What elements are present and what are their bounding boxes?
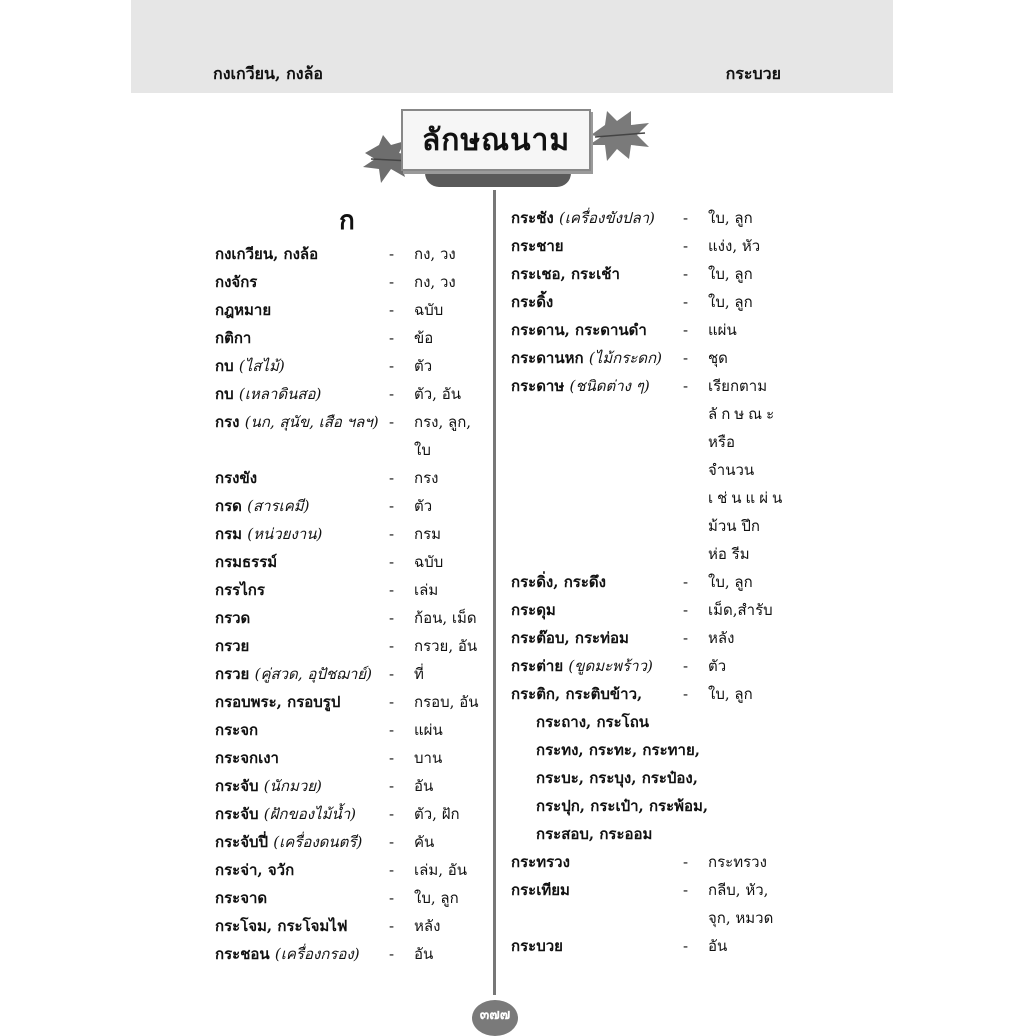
entry-classifier: ฉบับ xyxy=(414,553,444,571)
entry-row xyxy=(215,548,444,576)
page-number: ๓๗๗ xyxy=(472,1000,518,1036)
entry-dash: - xyxy=(389,525,395,543)
section-title-banner xyxy=(367,103,667,193)
entry-word: กระจ่า, จวัก xyxy=(215,861,295,879)
entry-dash: - xyxy=(389,637,395,655)
entry-note: (ไสไม้) xyxy=(238,357,285,375)
entry-word: กรง (นก, สุนัข, เสือ ฯลฯ) xyxy=(215,413,379,431)
entry-classifier: กรง xyxy=(414,469,439,487)
entry-row xyxy=(215,520,442,548)
entry-classifier: ตัว xyxy=(414,497,433,515)
entry-subwords: กระปุก, กระเป๋า, กระพ้อม, xyxy=(536,797,709,815)
entry-subwords: กระบะ, กระบุง, กระป๋อง, xyxy=(536,769,698,787)
entry-classifier: กรม xyxy=(414,525,442,543)
entry-dash: - xyxy=(389,721,395,739)
entry-dash: - xyxy=(683,293,689,311)
entry-row xyxy=(215,912,441,940)
entry-row xyxy=(215,688,479,716)
entry-classifier: เล่ม, อัน xyxy=(414,861,468,879)
entry-classifier-continued: จุก, หมวด xyxy=(708,909,774,927)
entry-dash: - xyxy=(389,245,395,263)
entry-classifier-continued: จำนวน xyxy=(708,461,755,479)
entry-row xyxy=(511,260,786,288)
entry-classifier: ใบ, ลูก xyxy=(708,293,753,311)
entry-row xyxy=(215,240,456,268)
entry-row xyxy=(215,380,461,408)
entry-word: กระจับ (นักมวย) xyxy=(215,777,322,795)
entry-word: กระจก xyxy=(215,721,259,739)
entry-dash: - xyxy=(389,497,395,515)
entry-classifier: คัน xyxy=(414,833,435,851)
entry-word: กงเกวียน, กงล้อ xyxy=(215,245,319,263)
entry-note: (ขูดมะพร้าว) xyxy=(568,657,653,675)
dictionary-page xyxy=(131,0,893,1024)
entry-classifier: เรียกตาม xyxy=(708,377,768,395)
entry-classifier-continued: เช่นแผ่น xyxy=(708,489,787,507)
entry-row xyxy=(511,232,786,260)
entry-row xyxy=(215,408,472,436)
entry-classifier: ตัว, ฝัก xyxy=(414,805,460,823)
entry-row xyxy=(215,884,459,912)
entry-word: กรวด xyxy=(215,609,251,627)
entry-dash: - xyxy=(683,881,689,899)
entry-row xyxy=(215,492,431,520)
entry-classifier: แง่ง, หัว xyxy=(708,237,761,255)
entry-word: กระต๊อบ, กระท่อม xyxy=(511,629,629,647)
entry-word: กบ (เหลาดินสอ) xyxy=(215,385,322,403)
entry-classifier: ใบ, ลูก xyxy=(708,573,753,591)
entry-dash: - xyxy=(683,685,689,703)
entry-dash: - xyxy=(683,853,689,871)
entry-word: กระเทียม xyxy=(511,881,570,899)
leaf-right-icon xyxy=(585,105,655,165)
entry-note: (ไม้กระดก) xyxy=(588,349,662,367)
entry-dash: - xyxy=(683,937,689,955)
entry-classifier-continued: ม้วน ปึก xyxy=(708,517,760,535)
entry-row xyxy=(215,268,456,296)
entry-note: (เครื่องขังปลา) xyxy=(558,209,655,227)
entry-word: กบ (ไสไม้) xyxy=(215,357,285,375)
entry-word: กระดุม xyxy=(511,601,556,619)
entry-dash: - xyxy=(389,749,395,767)
entry-dash: - xyxy=(683,321,689,339)
entry-classifier: ใบ, ลูก xyxy=(708,685,753,703)
entry-word: กรมธรรม์ xyxy=(215,553,278,571)
entry-dash: - xyxy=(389,413,395,431)
entry-classifier: อัน xyxy=(708,937,728,955)
entry-word: กระจกเงา xyxy=(215,749,279,767)
entry-row xyxy=(511,344,786,372)
entry-row xyxy=(511,596,786,624)
entry-subwords: กระทง, กระทะ, กระทาย, xyxy=(536,741,700,759)
entry-word: กระชาย xyxy=(511,237,564,255)
entry-row xyxy=(215,940,434,968)
entry-word: กระทรวง xyxy=(511,853,570,871)
entry-classifier: หลัง xyxy=(414,917,441,935)
entry-word: กระดิ่ง, กระดึง xyxy=(511,573,606,591)
right-column xyxy=(511,204,786,960)
entry-classifier: เล่ม xyxy=(414,581,439,599)
entry-word: กติกา xyxy=(215,329,252,347)
entry-row xyxy=(215,660,431,688)
header-first-word: กงเกวียน, กงล้อ xyxy=(213,64,324,83)
entry-note: (คู่สวด, อุปัชฌาย์) xyxy=(254,665,372,683)
entry-note: (สารเคมี) xyxy=(247,497,310,515)
entry-row xyxy=(511,288,786,316)
entry-word: กระดาน, กระดานดำ xyxy=(511,321,647,339)
entry-dash: - xyxy=(389,581,395,599)
entry-word: กระเชอ, กระเช้า xyxy=(511,265,620,283)
entry-dash: - xyxy=(389,301,395,319)
entry-dash: - xyxy=(389,385,395,403)
entry-note: (เหลาดินสอ) xyxy=(238,385,322,403)
entry-classifier: ตัว xyxy=(414,357,433,375)
entry-dash: - xyxy=(389,329,395,347)
entry-dash: - xyxy=(683,573,689,591)
entry-dash: - xyxy=(389,553,395,571)
entry-classifier: ใบ, ลูก xyxy=(708,265,753,283)
entry-note: (หน่วยงาน) xyxy=(247,525,323,543)
entry-row xyxy=(511,932,786,960)
entry-classifier: กระทรวง xyxy=(708,853,767,871)
entry-note: (ชนิดต่าง ๆ) xyxy=(569,377,650,395)
entry-classifier: กง, วง xyxy=(414,273,456,291)
entry-word: กรงขัง xyxy=(215,469,258,487)
entry-dash: - xyxy=(683,377,689,395)
entry-dash: - xyxy=(389,833,395,851)
entry-classifier: หลัง xyxy=(708,629,735,647)
entry-subwords: กระถาง, กระโถน xyxy=(536,713,650,731)
entry-dash: - xyxy=(389,777,395,795)
entry-note: (เครื่องดนตรี) xyxy=(273,833,363,851)
entry-classifier: ชุด xyxy=(708,349,728,367)
entry-classifier: อัน xyxy=(414,945,434,963)
entry-row xyxy=(215,856,468,884)
entry-row xyxy=(215,604,477,632)
column-divider xyxy=(493,190,496,995)
entry-dash: - xyxy=(683,237,689,255)
entry-classifier: ฉบับ xyxy=(414,301,444,319)
entry-classifier: อัน xyxy=(414,777,434,795)
left-column xyxy=(215,240,479,968)
entry-word: กฎหมาย xyxy=(215,301,272,319)
section-letter: ก xyxy=(339,206,355,236)
entry-classifier: ใบ, ลูก xyxy=(708,209,753,227)
entry-classifier: ที่ xyxy=(414,665,424,683)
entry-dash: - xyxy=(389,693,395,711)
entry-row xyxy=(511,568,786,596)
entry-classifier: ใบ, ลูก xyxy=(414,889,459,907)
entry-classifier-continued: ใบ xyxy=(414,441,431,459)
entry-row xyxy=(215,464,439,492)
entry-word: กระดานหก (ไม้กระดก) xyxy=(511,349,662,367)
entry-word: กรรไกร xyxy=(215,581,265,599)
header-band xyxy=(131,0,893,93)
entry-dash: - xyxy=(389,665,395,683)
entry-note: (นักมวย) xyxy=(263,777,322,795)
entry-row xyxy=(511,316,786,344)
entry-note: (นก, สุนัข, เสือ ฯลฯ) xyxy=(244,413,379,431)
entry-note: (เครื่องกรอง) xyxy=(274,945,360,963)
entry-classifier: เม็ด,สำรับ xyxy=(708,601,773,619)
entry-row xyxy=(215,744,443,772)
entry-word: กงจักร xyxy=(215,273,258,291)
entry-word: กระต่าย (ขูดมะพร้าว) xyxy=(511,657,653,675)
entry-word: กรม (หน่วยงาน) xyxy=(215,525,323,543)
entry-word: กรอบพระ, กรอบรูป xyxy=(215,693,341,711)
entry-dash: - xyxy=(683,209,689,227)
entry-word: กระจับ (ฝักของไม้น้ำ) xyxy=(215,805,357,823)
entry-row xyxy=(215,828,435,856)
section-title: ลักษณนาม xyxy=(401,109,591,171)
entry-row xyxy=(511,652,786,680)
entry-word: กระโจม, กระโจมไฟ xyxy=(215,917,348,935)
entry-dash: - xyxy=(683,601,689,619)
entry-classifier-continued: ห่อ รีม xyxy=(708,545,750,563)
entry-classifier-continued: ลักษณะ xyxy=(708,405,779,423)
entry-row xyxy=(511,204,786,232)
entry-classifier: ข้อ xyxy=(414,329,434,347)
entry-dash: - xyxy=(389,469,395,487)
entry-word: กรด (สารเคมี) xyxy=(215,497,310,515)
entry-dash: - xyxy=(389,861,395,879)
entry-note: (ฝักของไม้น้ำ) xyxy=(263,805,357,823)
entry-classifier: แผ่น xyxy=(708,321,737,339)
entry-dash: - xyxy=(389,805,395,823)
entry-word: กระบวย xyxy=(511,937,563,955)
entry-dash: - xyxy=(389,609,395,627)
entry-classifier: กง, วง xyxy=(414,245,456,263)
entry-word: กระชัง (เครื่องขังปลา) xyxy=(511,209,655,227)
entry-word: กระชอน (เครื่องกรอง) xyxy=(215,945,360,963)
entry-subwords: กระสอบ, กระออม xyxy=(536,825,653,843)
entry-dash: - xyxy=(683,657,689,675)
entry-classifier: กลีบ, หัว, xyxy=(708,881,769,899)
entry-row xyxy=(511,624,786,652)
entry-classifier: บาน xyxy=(414,749,443,767)
entry-word: กระติก, กระติบข้าว, xyxy=(511,685,643,703)
entry-dash: - xyxy=(389,357,395,375)
entry-row xyxy=(215,772,434,800)
entry-dash: - xyxy=(683,629,689,647)
header-last-word: กระบวย xyxy=(725,64,781,83)
entry-classifier: กรวย, อัน xyxy=(414,637,478,655)
entry-dash: - xyxy=(389,945,395,963)
entry-row xyxy=(215,352,431,380)
entry-classifier: ตัว, อัน xyxy=(414,385,461,403)
entry-word: กรวย (คู่สวด, อุปัชฌาย์) xyxy=(215,665,372,683)
entry-classifier: กรอบ, อัน xyxy=(414,693,479,711)
entry-dash: - xyxy=(683,265,689,283)
entry-dash: - xyxy=(683,349,689,367)
entry-word: กระดาษ (ชนิดต่าง ๆ) xyxy=(511,377,650,395)
entry-row xyxy=(511,848,786,876)
entry-row xyxy=(511,372,786,400)
entry-row xyxy=(215,296,444,324)
entry-row xyxy=(215,324,434,352)
entry-word: กระดิ้ง xyxy=(511,293,554,311)
entry-word: กระจับปี่ (เครื่องดนตรี) xyxy=(215,833,363,851)
entry-classifier-continued: หรือ xyxy=(708,433,735,451)
entry-dash: - xyxy=(389,273,395,291)
entry-row xyxy=(215,716,443,744)
entry-dash: - xyxy=(389,889,395,907)
entry-classifier: กรง, ลูก, xyxy=(414,413,472,431)
entry-row xyxy=(215,576,439,604)
entry-row xyxy=(215,800,460,828)
entry-row xyxy=(511,680,786,708)
entry-dash: - xyxy=(389,917,395,935)
entry-classifier: แผ่น xyxy=(414,721,443,739)
entry-row xyxy=(215,632,478,660)
entry-row xyxy=(511,876,786,904)
entry-word: กระจาด xyxy=(215,889,268,907)
entry-classifier: ตัว xyxy=(708,657,727,675)
entry-word: กรวย xyxy=(215,637,250,655)
entry-classifier: ก้อน, เม็ด xyxy=(414,609,477,627)
